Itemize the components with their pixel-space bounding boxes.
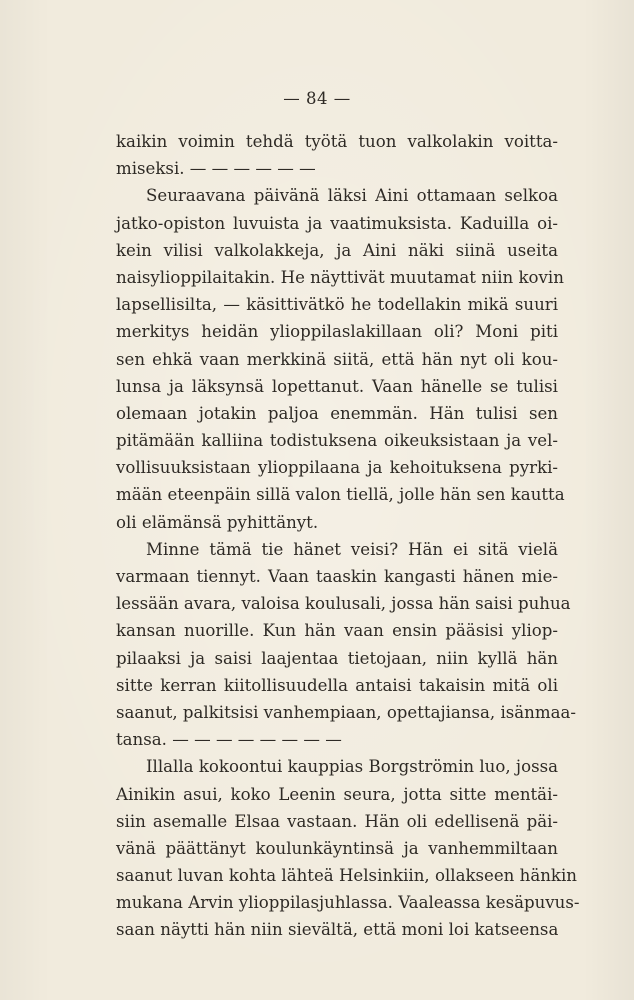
text-line: sitte kerran kiitollisuudella antaisi takaisin mitä oli <box>116 675 558 695</box>
text-line: saan näytti hän niin sievältä, että moni loi katseensa <box>116 920 559 940</box>
text-line: jatko-opiston luvuista ja vaatimuksista. Kaduilla oi- <box>116 213 558 233</box>
text-line: Illalla kokoontui kauppias Borgströmin luo, jossa <box>146 757 558 777</box>
text-line: kansan nuorille. Kun hän vaan ensin pääsisi yliop- <box>116 621 558 641</box>
text-line: tansa. — — — — — — — — <box>116 730 342 750</box>
text-line: miseksi. — — — — — — <box>116 159 316 179</box>
text-line: olemaan jotakin paljoa enemmän. Hän tulisi sen <box>116 403 558 423</box>
text-line: merkitys heidän ylioppilaslakillaan oli? Moni piti <box>116 322 558 342</box>
body-text <box>116 128 580 944</box>
text-line: Minne tämä tie hänet veisi? Hän ei sitä vielä <box>146 539 558 559</box>
text-line: oli elämänsä pyhittänyt. <box>116 512 319 532</box>
text-line: mukana Arvin ylioppilasjuhlassa. Vaaleassa kesäpuvus- <box>116 893 580 913</box>
text-line: sen ehkä vaan merkkinä siitä, että hän nyt oli kou- <box>116 349 558 369</box>
text-line: saanut, palkitsisi vanhempiaan, opettajiansa, isänmaa- <box>116 702 576 722</box>
text-line: pitämään kalliina todistuksena oikeuksistaan ja vel- <box>116 431 558 451</box>
text-line: varmaan tiennyt. Vaan taaskin kangasti hänen mie- <box>116 567 558 586</box>
text-line: siin asemalle Elsaa vastaan. Hän oli edellisenä päi- <box>116 811 558 831</box>
text-line: lessään avara, valoisa koulusali, jossa hän saisi puhua <box>116 594 571 614</box>
text-line: pilaaksi ja saisi laajentaa tietojaan, niin kyllä hän <box>116 648 558 668</box>
text-line: vänä päättänyt koulunkäyntinsä ja vanhemmiltaan <box>116 838 558 858</box>
text-line: naisylioppilaitakin. He näyttivät muutamat niin kovin <box>116 267 564 287</box>
text-line: saanut luvan kohta lähteä Helsinkiin, ollakseen hänkin <box>116 866 577 886</box>
text-line: lunsa ja läksynsä lopettanut. Vaan hänelle se tulisi <box>116 376 558 396</box>
text-line: kein vilisi valkolakkeja, ja Aini näki siinä useita <box>116 240 558 260</box>
text-line: vollisuuksistaan ylioppilaana ja kehoituksena pyrki- <box>116 458 558 478</box>
text-line: lapsellisilta, — käsittivätkö he todellakin mikä suuri <box>116 295 558 315</box>
text-line: kaikin voimin tehdä työtä tuon valkolakin voitta- <box>116 132 558 151</box>
text-line: Ainikin asui, koko Leenin seura, jotta sitte mentäi- <box>116 784 558 804</box>
page-number: — 84 — <box>283 89 351 108</box>
text-line: mään eteenpäin sillä valon tiellä, jolle hän sen kautta <box>116 485 565 505</box>
text-line: Seuraavana päivänä läksi Aini ottamaan selkoa <box>146 186 558 206</box>
